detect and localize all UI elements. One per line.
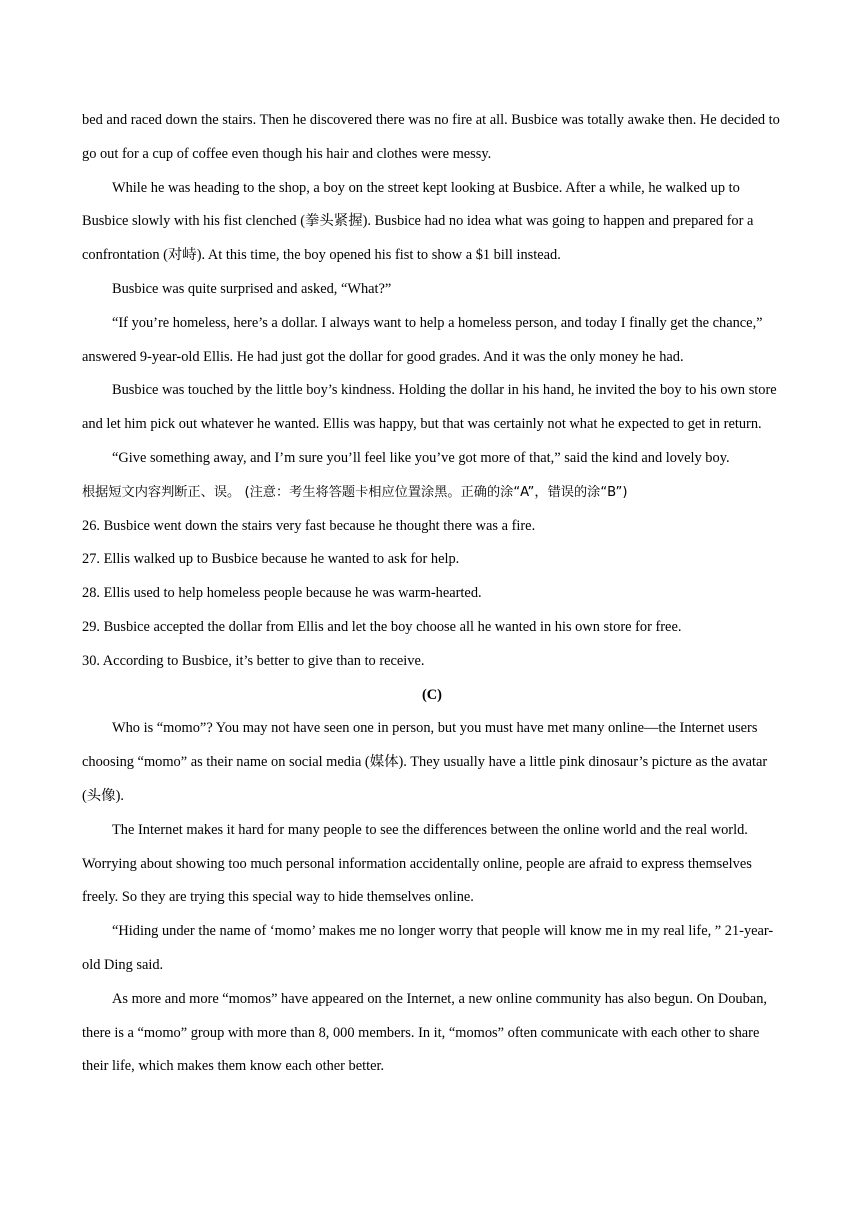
passage-b-paragraph-4: “If you’re homeless, here’s a dollar. I always want to help a homeless person, and today I finally get the chance,” answered 9-year-old Ellis. He had just got the dollar for good grades. And it was the only money he had. — [82, 314, 763, 365]
question-instructions: 根据短文内容判断正、误。 (注意：考生将答题卡相应位置涂黑。正确的涂“A”，错误的涂“B”) — [82, 484, 628, 500]
passage-b-paragraph-1: bed and raced down the stairs. Then he discovered there was no fire at all. Busbice was totally awake then. He decided to go out for a cup of coffee even though his hair and clothes were messy. — [82, 112, 780, 162]
question-28: 28. Ellis used to help homeless people because he was warm-hearted. — [82, 585, 482, 602]
document-page — [82, 104, 782, 1084]
passage-c-paragraph-2: The Internet makes it hard for many people to see the differences between the online world and the real world. Worrying about showing too much personal information accidentally online, people are afraid to express themselves freely. So they are trying this special way to hide themselves online. — [82, 821, 752, 906]
passage-b-paragraph-6: “Give something away, and I’m sure you’ll feel like you’ve got more of that,” said the kind and lovely boy. — [112, 449, 730, 466]
passage-c-paragraph-3: “Hiding under the name of ‘momo’ makes me no longer worry that people will know me in my real life, ” 21-year-old Ding said. — [82, 923, 774, 973]
passage-c-paragraph-1: Who is “momo”? You may not have seen one in person, but you must have met many online—the Internet users choosing “momo” as their name on social media (媒体). They usually have a little pink dinosaur’s picture as the avatar (头像). — [82, 720, 768, 804]
question-27: 27. Ellis walked up to Busbice because he wanted to ask for help. — [82, 551, 460, 568]
passage-b-paragraph-5: Busbice was touched by the little boy’s kindness. Holding the dollar in his hand, he invited the boy to his own store and let him pick out whatever he wanted. Ellis was happy, but that was certainly not what he expected to get in return. — [82, 382, 777, 433]
section-c-heading: (C) — [422, 686, 442, 703]
question-29: 29. Busbice accepted the dollar from Ellis and let the boy choose all he wanted in his own store for free. — [82, 618, 682, 635]
question-30: 30. According to Busbice, it’s better to give than to receive. — [82, 652, 425, 669]
passage-c-paragraph-4: As more and more “momos” have appeared on the Internet, a new online community has also begun. On Douban, there is a “momo” group with more than 8, 000 members. In it, “momos” often communicate with each other to share their life, which makes them know each other better. — [82, 990, 767, 1075]
passage-b-paragraph-3: Busbice was quite surprised and asked, “What?” — [112, 280, 392, 297]
question-26: 26. Busbice went down the stairs very fast because he thought there was a fire. — [82, 517, 536, 534]
passage-b-paragraph-2: While he was heading to the shop, a boy on the street kept looking at Busbice. After a while, he walked up to Busbice slowly with his fist clenched (拳头紧握). Busbice had no idea what was going to happen and prepared for a confrontation (对峙). At this time, the boy opened his fist to show a $1 bill instead. — [82, 179, 754, 264]
